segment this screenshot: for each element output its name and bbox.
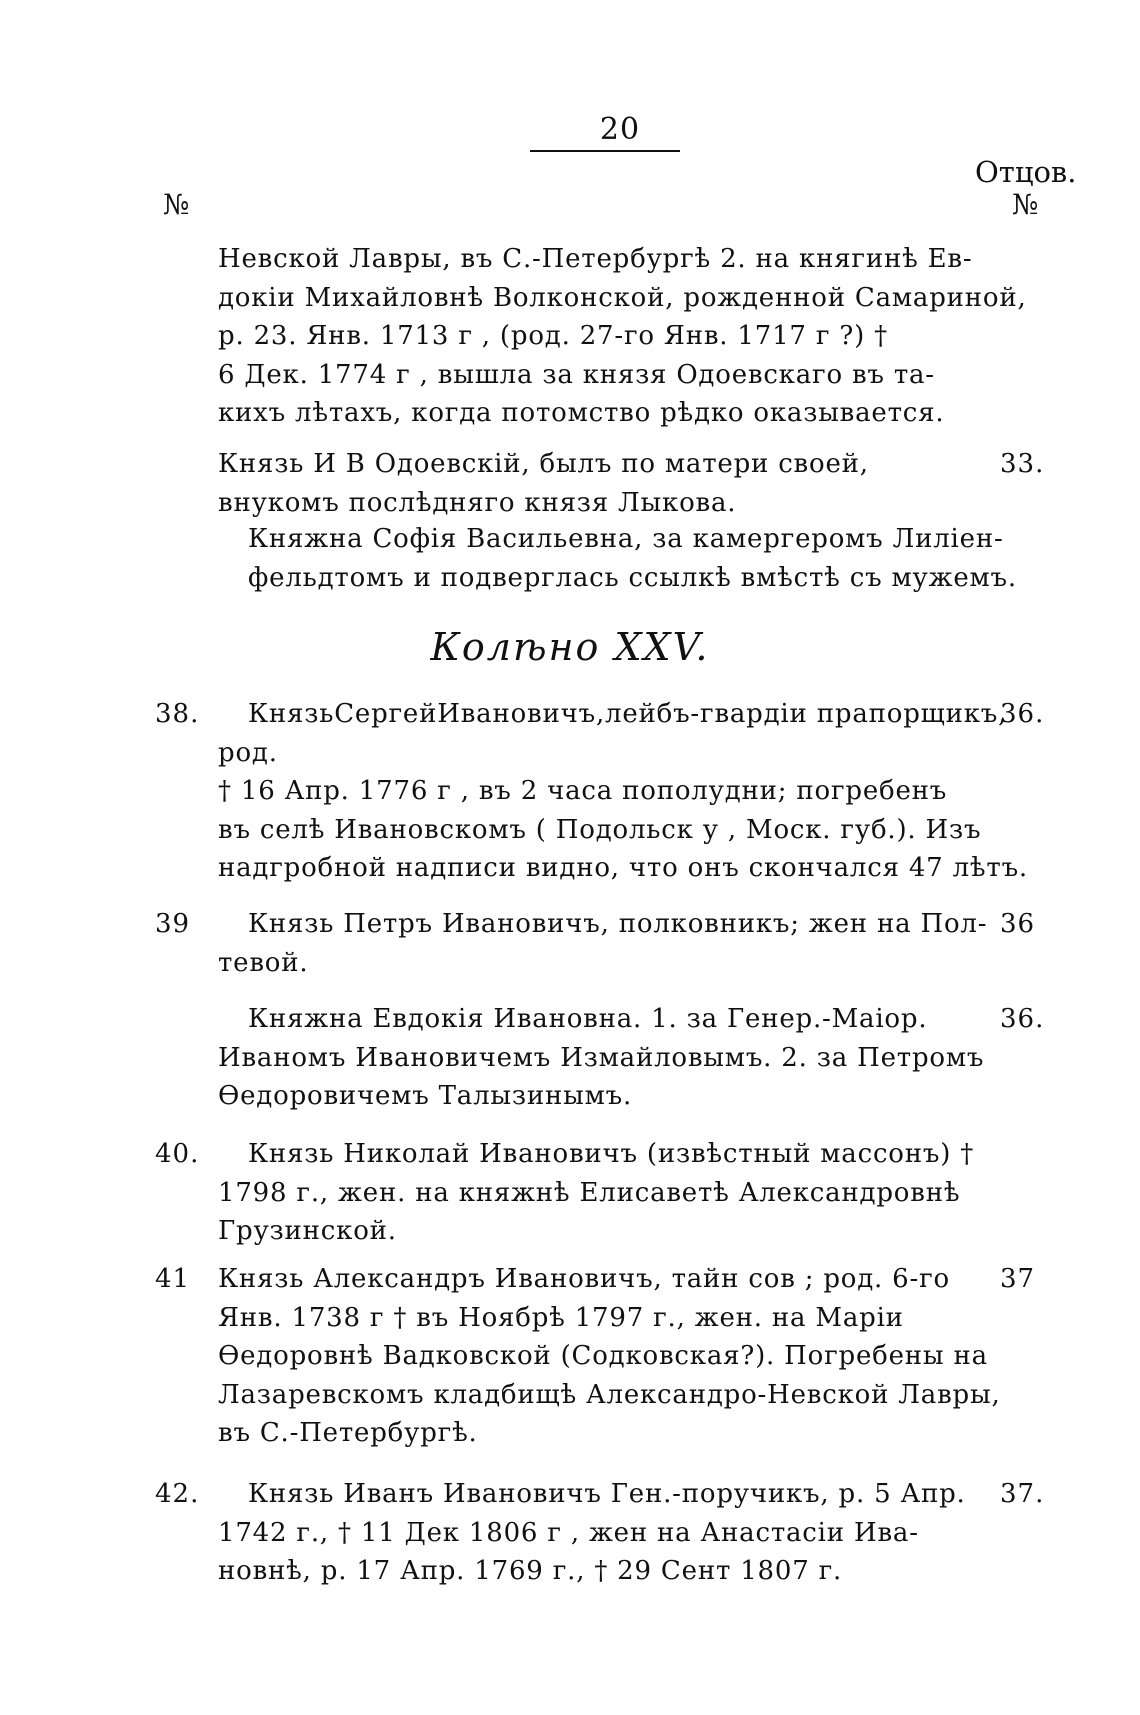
text-line: Грузинской.	[218, 1216, 397, 1246]
father-ref-number: 36	[1000, 909, 1036, 939]
father-ref-number: 37	[1000, 1264, 1036, 1294]
father-ref-number: 36.	[1000, 699, 1045, 729]
entry-number: 42.	[155, 1479, 200, 1509]
section-title-generation: Колѣно XXV.	[430, 625, 710, 669]
text-line: Княжна Евдокія Ивановна. 1. за Генер.-Маіор.	[248, 1004, 928, 1034]
father-ref-number: 36.	[1000, 1004, 1045, 1034]
text-line: внукомъ послѣдняго князя Лыкова.	[218, 487, 737, 518]
column-title-fathers: Отцов.	[975, 155, 1077, 189]
text-line: Княжна Софія Васильевна, за камергеромъ Лиліен-	[248, 524, 1004, 554]
text-line: тевой.	[218, 947, 309, 978]
entry-number: 40.	[155, 1139, 200, 1169]
father-ref-number: 33.	[1000, 449, 1045, 479]
text-line: Князь Петръ Ивановичъ, полковникъ; жен на Пол-	[248, 909, 988, 939]
column-number-sign-right: №	[1012, 188, 1039, 221]
text-line: Ѳедоровичемъ Талызинымъ.	[218, 1081, 633, 1111]
text-line: новнѣ, р. 17 Апр. 1769 г., † 29 Сент 1807 г.	[218, 1556, 843, 1586]
text-line: Янв. 1738 г † въ Ноябрѣ 1797 г., жен. на Маріи	[218, 1302, 904, 1333]
text-line: въ селѣ Ивановскомъ ( Подольск у , Моск. губ.). Изъ	[218, 814, 982, 845]
text-line: Ѳедоровнѣ Вадковской (Содковская?). Погребены на	[218, 1341, 988, 1371]
page-number-rule	[530, 150, 680, 152]
text-line: фельдтомъ и подверглась ссылкѣ вмѣстѣ съ мужемъ.	[248, 562, 1017, 593]
text-line: 6 Дек. 1774 г , вышла за князя Одоевскаго въ та-	[218, 359, 935, 390]
text-line: въ С.-Петербургѣ.	[218, 1418, 478, 1448]
text-line: кихъ лѣтахъ, когда потомство рѣдко оказывается.	[218, 398, 945, 428]
text-line: † 16 Апр. 1776 г , въ 2 часа пополудни; погребенъ	[218, 776, 948, 806]
entry-number: 38.	[155, 699, 200, 729]
text-line: Князь Николай Ивановичъ (извѣстный массонъ) †	[248, 1139, 975, 1169]
text-line: КнязьСергейИвановичъ,лейбъ-гвардіи прапорщикъ,	[248, 699, 1008, 729]
text-line: 1742 г., † 11 Дек 1806 г , жен на Анастасіи Ива-	[218, 1517, 919, 1548]
text-line: Лазаревскомъ кладбищѣ Александро-Невской Лавры,	[218, 1379, 1001, 1410]
text-line: р. 23. Янв. 1713 г , (род. 27-го Янв. 1717 г ?) †	[218, 321, 888, 351]
text-line: Невской Лавры, въ С.-Петербургѣ 2. на княгинѣ Ев-	[218, 244, 973, 274]
text-line: Князь Александръ Ивановичъ, тайн сов ; род. 6-го	[218, 1264, 950, 1294]
page-number: 20	[599, 112, 641, 147]
entry-number: 41	[155, 1264, 191, 1294]
entry-number: 39	[155, 909, 191, 939]
text-line: Князь И В Одоевскій, былъ по матери своей,	[218, 449, 869, 479]
text-line: докіи Михайловнѣ Волконской, рожденной Самариной,	[218, 282, 1027, 313]
column-number-sign-left: №	[163, 188, 190, 221]
father-ref-number: 37.	[1000, 1479, 1045, 1509]
text-line: надгробной надписи видно, что онъ скончался 47 лѣтъ.	[218, 853, 1028, 883]
text-line: род.	[218, 737, 278, 768]
text-line: 1798 г., жен. на княжнѣ Елисаветѣ Александровнѣ	[218, 1177, 961, 1208]
text-line: Иваномъ Ивановичемъ Измайловымъ. 2. за Петромъ	[218, 1042, 985, 1073]
text-line: Князь Иванъ Ивановичъ Ген.-поручикъ, р. 5 Апр.	[248, 1479, 966, 1509]
